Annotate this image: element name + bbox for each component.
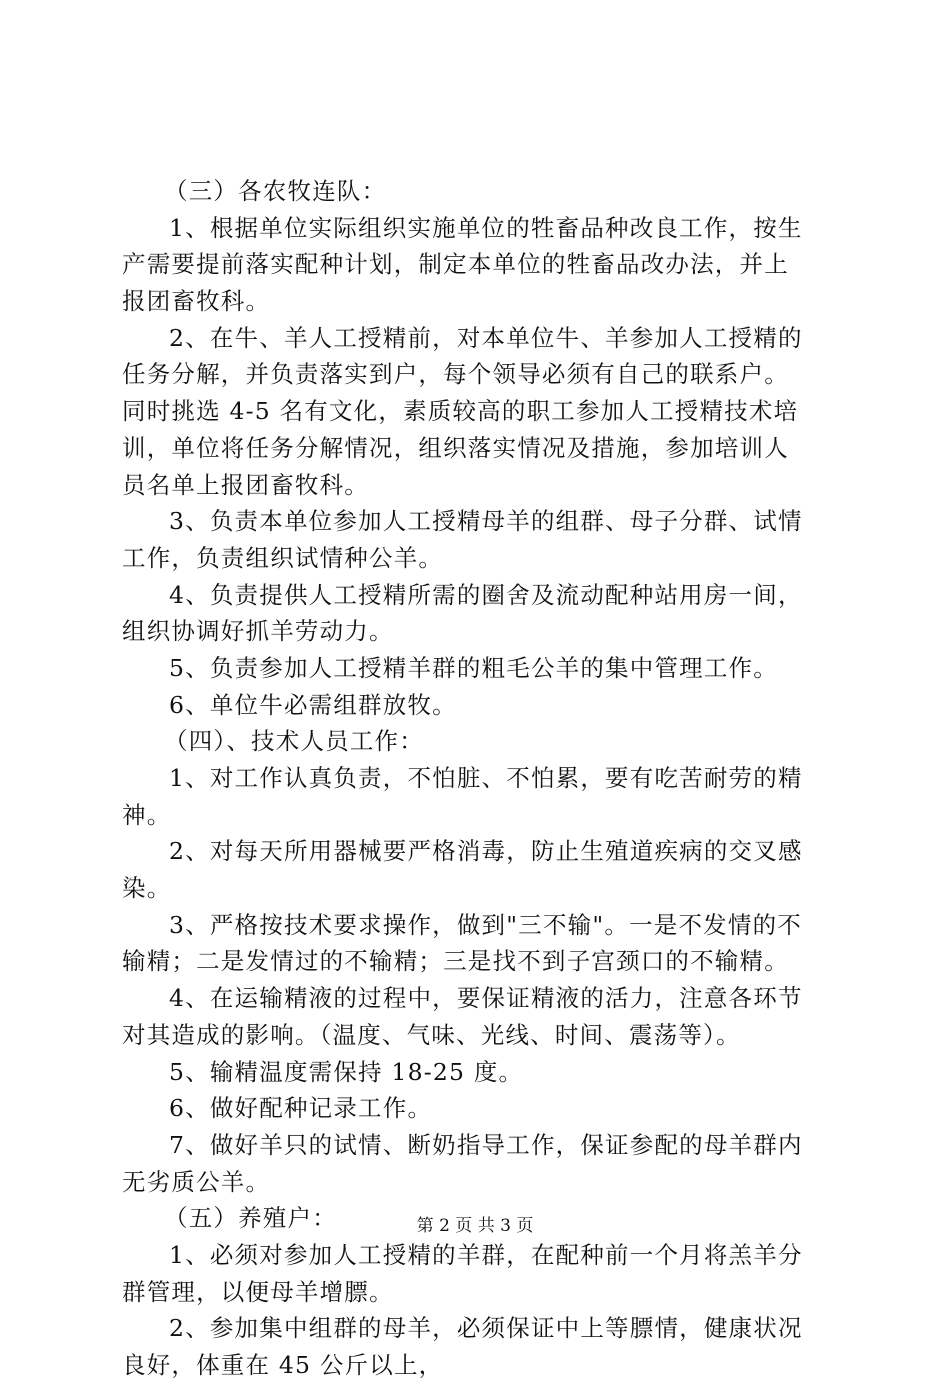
paragraph-line: 3、负责本单位参加人工授精母羊的组群、母子分群、试情 [169,507,803,536]
paragraph-line: 对其造成的影响。（温度、气味、光线、时间、震荡等）。 [122,1020,741,1049]
paragraph-line: 良好，体重在 45 公斤以上， [122,1351,444,1379]
document-body [122,173,830,1384]
paragraph-line: 产需要提前落实配种计划，制定本单位的牲畜品改办法，并上 [122,250,789,279]
paragraph-line: 6、单位牛必需组群放牧。 [169,690,457,719]
paragraph-line: 员名单上报团畜牧科。 [122,470,369,499]
paragraph-line: 任务分解，并负责落实到户，每个领导必须有自己的联系户。 [122,360,789,389]
paragraph-line: 无劣质公羊。 [122,1167,271,1196]
paragraph-line: 训，单位将任务分解情况，组织落实情况及措施，参加培训人 [122,433,789,462]
paragraph-line: 染。 [122,874,172,903]
paragraph-line: 4、负责提供人工授精所需的圈舍及流动配种站用房一间， [169,580,803,609]
paragraph-line: 1、对工作认真负责，不怕脏、不怕累，要有吃苦耐劳的精 [169,764,803,792]
paragraph-line: 1、必须对参加人工授精的羊群，在配种前一个月将羔羊分 [169,1240,803,1269]
paragraph-line: 神。 [122,800,172,829]
paragraph-line: 工作，负责组织试情种公羊。 [122,543,444,572]
paragraph-line: 2、在牛、羊人工授精前，对本单位牛、羊参加人工授精的 [169,323,803,352]
paragraph-line: 3、严格按技术要求操作，做到"三不输"。一是不发情的不 [169,910,802,939]
paragraph-line: 同时挑选 4-5 名有文化，素质较高的职工参加人工授精技术培 [122,397,799,426]
paragraph-line: 2、对每天所用器械要严格消毒，防止生殖道疾病的交叉感 [169,837,803,866]
paragraph-line: 报团畜牧科。 [122,287,271,316]
paragraph-line: 群管理，以便母羊增膘。 [122,1277,394,1306]
paragraph-line: 5、输精温度需保持 18-25 度。 [169,1057,524,1086]
paragraph-line: 1、根据单位实际组织实施单位的牲畜品种改良工作，按生 [169,213,803,242]
page-footer: 第 2 页 共 3 页 [416,1216,534,1236]
paragraph-line: 5、负责参加人工授精羊群的粗毛公羊的集中管理工作。 [169,653,778,682]
section-heading: （五）养殖户： [164,1204,337,1233]
section-heading: （四）、技术人员工作： [164,727,424,756]
paragraph-line: 4、在运输精液的过程中，要保证精液的活力，注意各环节 [169,984,803,1013]
paragraph-line: 2、参加集中组群的母羊，必须保证中上等膘情，健康状况 [169,1314,803,1343]
section-heading: （三）各农牧连队： [164,177,387,205]
paragraph-line: 组织协调好抓羊劳动力。 [122,617,394,646]
paragraph-line: 7、做好羊只的试情、断奶指导工作，保证参配的母羊群内 [169,1130,803,1159]
paragraph-line: 输精；二是发情过的不输精；三是找不到子宫颈口的不输精。 [122,947,789,976]
paragraph-line: 6、做好配种记录工作。 [169,1094,433,1123]
